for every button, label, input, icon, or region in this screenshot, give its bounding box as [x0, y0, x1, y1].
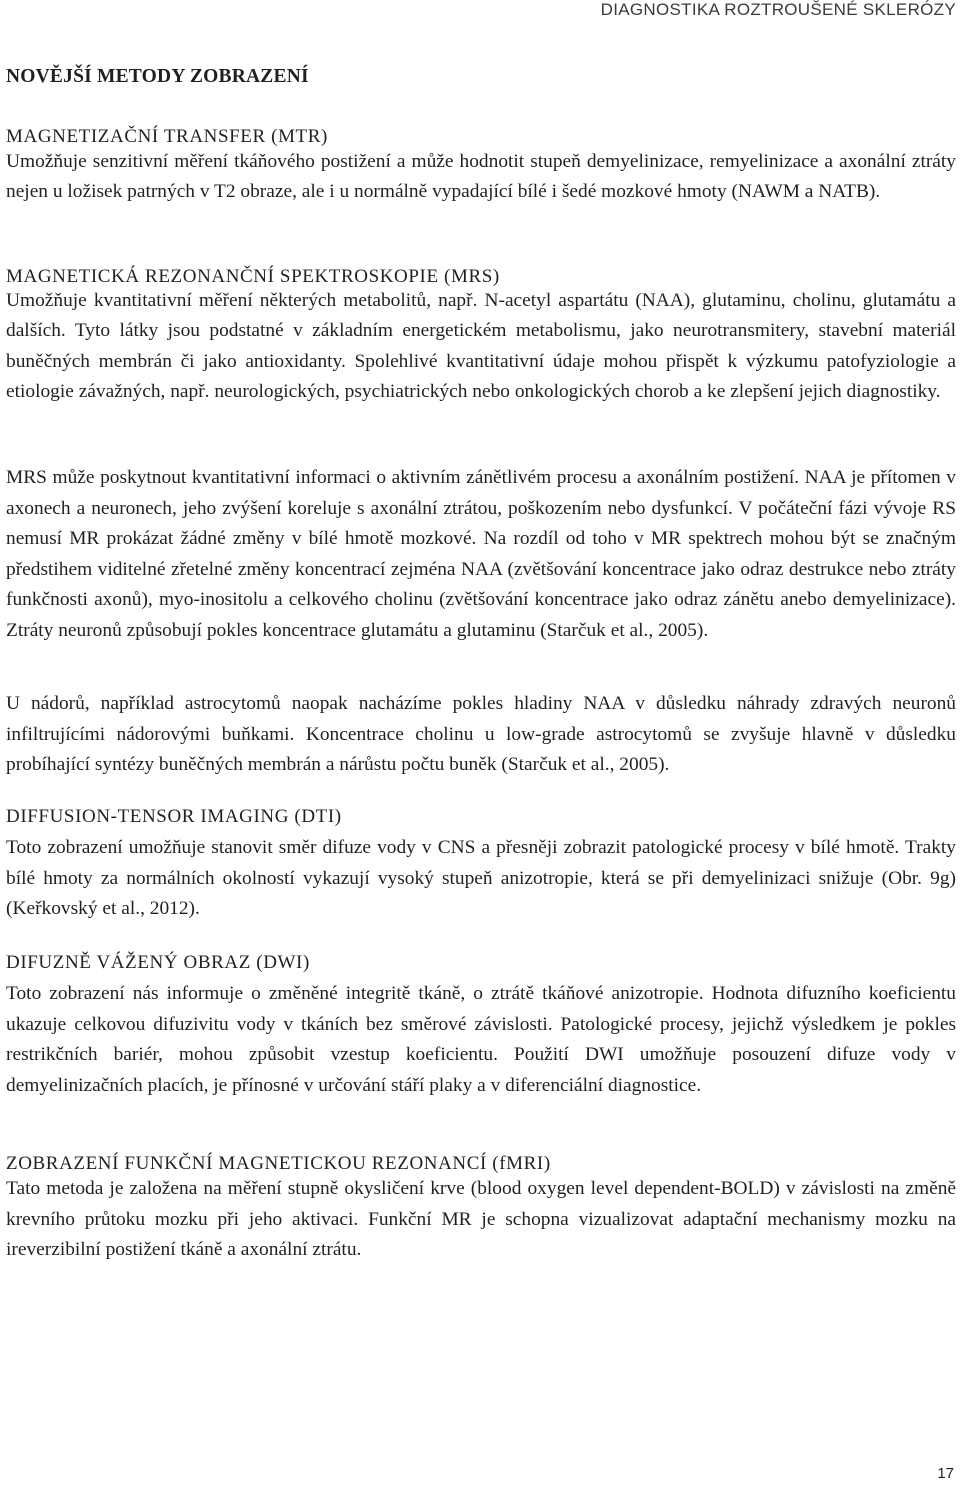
paragraph-mrs-2: MRS může poskytnout kvantitativní informaci o aktivním zánětlivém procesu a axonálním postižení. NAA je přítomen v axonech a neuronech, jeho zvýšení koreluje s axonální ztrátou, poškozením nebo dysfunkcí. V počáteční fázi vývoje RS nemusí MR prokázat žádné změny v bílé hmotě mozkové. Na rozdíl od toho v MR spektrech mohou být se značným předstihem viditelné zřetelné změny koncentrací zejména NAA (zvětšování koncentrace jako odraz destrukce nebo ztráty funkčnosti axonů), myo-inositolu a celkového cholinu (zvětšování koncentrace jako odraz zánětu anebo demyelinizace). Ztráty neuronů způsobují pokles koncentrace glutamátu a glutaminu (Starčuk et al., 2005).	[6, 467, 956, 641]
section-heading-dwi: DIFUZNĚ VÁŽENÝ OBRAZ (DWI)	[6, 952, 310, 973]
paragraph-fmri: Tato metoda je založena na měření stupně okysličení krve (blood oxygen level dependent-BOLD) v závislosti na změně krevního průtoku mozku při jeho aktivaci. Funkční MR je schopna vizualizovat adaptační mechanismy mozku na ireverzibilní postižení tkáně a axonální ztrátu.	[6, 1178, 956, 1260]
section-heading-mrs: MAGNETICKÁ REZONANČNÍ SPEKTROSKOPIE (MRS)	[6, 266, 500, 287]
section-heading-fmri: ZOBRAZENÍ FUNKČNÍ MAGNETICKOU REZONANCÍ (fMRI)	[6, 1153, 551, 1174]
paragraph-dwi: Toto zobrazení nás informuje o změněné integritě tkáně, o ztrátě tkáňové anizotropie. Hodnota difuzního koeficientu ukazuje celkovou difuzivitu vody v tkáních bez směrové závislosti. Patologické procesy, jejichž výsledkem je pokles restrikčních bariér, mohou způsobit vzestup koeficientu. Použití DWI umožňuje posouzení difuze vody v demyelinizačních placích, je přínosné v určování stáří plaky a v diferenciální diagnostice.	[6, 983, 956, 1096]
paragraph-mtr: Umožňuje senzitivní měření tkáňového postižení a může hodnotit stupeň demyelinizace, remyelinizace a axonální ztráty nejen u ložisek patrných v T2 obraze, ale i u normálně vypadající bílé i šedé mozkové hmoty (NAWM a NATB).	[6, 151, 956, 203]
section-heading-mtr: MAGNETIZAČNÍ TRANSFER (MTR)	[6, 126, 328, 147]
paragraph-dti: Toto zobrazení umožňuje stanovit směr difuze vody v CNS a přesněji zobrazit patologické procesy v bílé hmotě. Trakty bílé hmoty za normálních okolností vykazují vysoký stupeň anizotropie, která se při demyelinizaci snižuje (Obr. 9g) (Keřkovský et al., 2012).	[6, 837, 956, 919]
paragraph-mrs-3: U nádorů, například astrocytomů naopak nacházíme pokles hladiny NAA v důsledku náhrady zdravých neuronů infiltrujícími nádorovými buňkami. Koncentrace cholinu u low-grade astrocytomů se zvyšuje hlavně v důsledku probíhající syntézy buněčných membrán a nárůstu počtu buněk (Starčuk et al., 2005).	[6, 693, 956, 775]
main-title: NOVĚJŠÍ METODY ZOBRAZENÍ	[6, 66, 309, 87]
page-number: 17	[937, 1465, 954, 1482]
section-heading-dti: DIFFUSION-TENSOR IMAGING (DTI)	[6, 806, 342, 827]
paragraph-mrs-1: Umožňuje kvantitativní měření některých metabolitů, např. N-acetyl aspartátu (NAA), glutaminu, cholinu, glutamátu a dalších. Tyto látky jsou podstatné v základním energetickém metabolismu, jako neurotransmitery, stavební materiál buněčných membrán či jako antioxidanty. Spolehlivé kvantitativní údaje mohou přispět k výzkumu patofyziologie a etiologie závažných, např. neurologických, psychiatrických nebo onkologických chorob a ke zlepšení jejich diagnostiky.	[6, 290, 956, 402]
running-header: DIAGNOSTIKA ROZTROUŠENÉ SKLERÓZY	[600, 0, 956, 19]
